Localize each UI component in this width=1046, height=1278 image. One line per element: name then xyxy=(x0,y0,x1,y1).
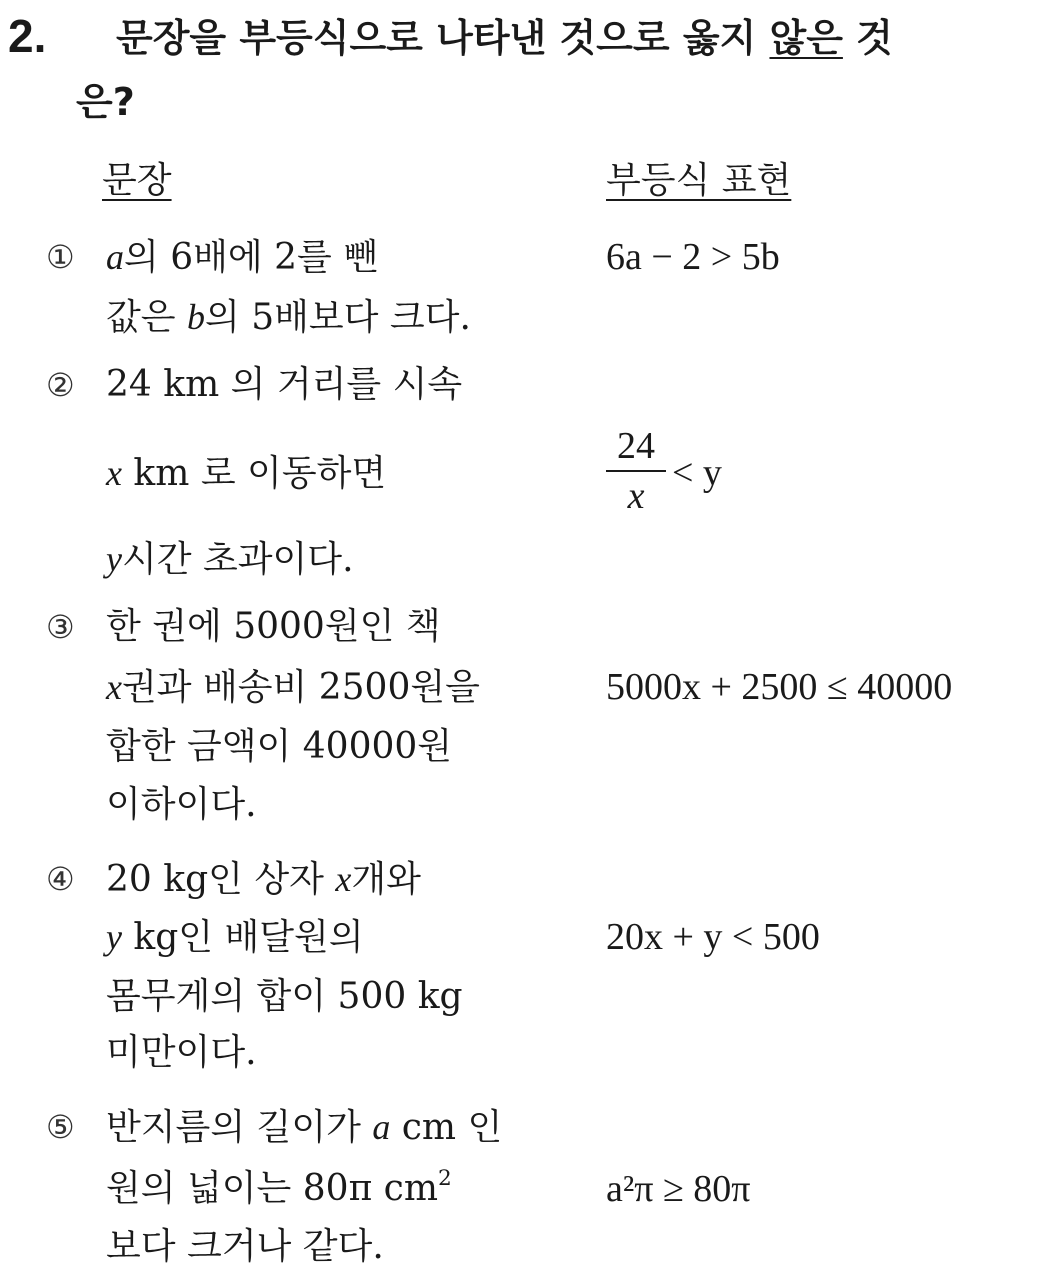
question-number: 2. xyxy=(8,10,47,62)
text: 반지름의 길이가 xyxy=(106,1107,373,1148)
choice-5-expression: a²π ≥ 80π xyxy=(606,1168,751,1210)
choice-1-line-2 xyxy=(106,294,471,341)
negation-underlined: 않은 xyxy=(769,16,843,60)
fraction-denominator: x xyxy=(627,475,645,517)
choice-3-line-1: 한 권에 5000원인 책 xyxy=(106,606,441,647)
choice-3-line-2 xyxy=(106,664,480,711)
choice-3-marker[interactable]: ③ xyxy=(46,608,75,646)
choice-3-expression: 5000x + 2500 ≤ 40000 xyxy=(606,666,953,708)
choice-2-line-1: 24 km 의 거리를 시속 xyxy=(106,364,463,405)
variable: y xyxy=(106,539,122,579)
text: 권과 배송비 2500원을 xyxy=(121,667,480,708)
superscript: 2 xyxy=(437,1165,452,1191)
choice-4-expression: 20x + y < 500 xyxy=(606,916,820,958)
choice-4-line-4: 미만이다. xyxy=(106,1032,257,1073)
question-text xyxy=(116,12,893,64)
question-text-part: 것 xyxy=(842,16,893,60)
variable: b xyxy=(187,297,205,337)
variable: y xyxy=(106,917,122,957)
question-text-part: 문장을 부등식으로 나타낸 것으로 옳지 xyxy=(116,16,770,60)
choice-2-expression-tail: < y xyxy=(672,452,722,494)
choice-4-line-3: 몸무게의 합이 500 kg xyxy=(106,976,463,1017)
choice-5-line-2 xyxy=(106,1166,452,1212)
choice-5-line-3: 보다 크거나 같다. xyxy=(106,1226,384,1267)
text: 20 kg인 상자 xyxy=(106,859,336,900)
text: cm 인 xyxy=(390,1107,503,1148)
statement-column-header: 문장 xyxy=(102,160,172,201)
text: kg인 배달원의 xyxy=(121,917,364,958)
choice-1-line-1 xyxy=(106,234,378,281)
choice-4-marker[interactable]: ④ xyxy=(46,860,75,898)
text: 의 5배보다 크다. xyxy=(205,297,471,338)
variable: x xyxy=(106,667,122,707)
choice-3-line-3: 합한 금액이 40000원 xyxy=(106,726,453,767)
choice-2-line-2 xyxy=(106,450,386,497)
choice-5-line-1 xyxy=(106,1104,502,1151)
choice-3-line-4: 이하이다. xyxy=(106,784,257,825)
variable: x xyxy=(335,859,352,899)
text: 원의 넓이는 80π cm xyxy=(106,1168,438,1209)
variable: a xyxy=(372,1107,391,1147)
variable: a xyxy=(106,237,124,277)
choice-2-fraction xyxy=(606,426,666,516)
fraction-numerator: 24 xyxy=(617,425,655,467)
choice-4-line-1 xyxy=(106,856,421,903)
choice-2-marker[interactable]: ② xyxy=(46,366,75,404)
choice-1-expression: 6a − 2 > 5b xyxy=(606,236,780,278)
choice-4-line-2 xyxy=(106,914,364,961)
choice-5-marker[interactable]: ⑤ xyxy=(46,1108,75,1146)
text: 개와 xyxy=(351,859,421,900)
choice-1-marker[interactable]: ① xyxy=(46,238,75,276)
text: km 로 이동하면 xyxy=(121,453,387,494)
fraction-bar xyxy=(606,470,666,472)
choice-2-line-3 xyxy=(106,536,354,583)
text: 의 6배에 2를 뺀 xyxy=(124,237,379,278)
text: 시간 초과이다. xyxy=(121,539,354,580)
question-text-cont: 은? xyxy=(76,80,135,124)
expression-column-header: 부등식 표현 xyxy=(606,160,792,201)
text: 값은 xyxy=(106,297,187,338)
variable: x xyxy=(106,453,122,493)
